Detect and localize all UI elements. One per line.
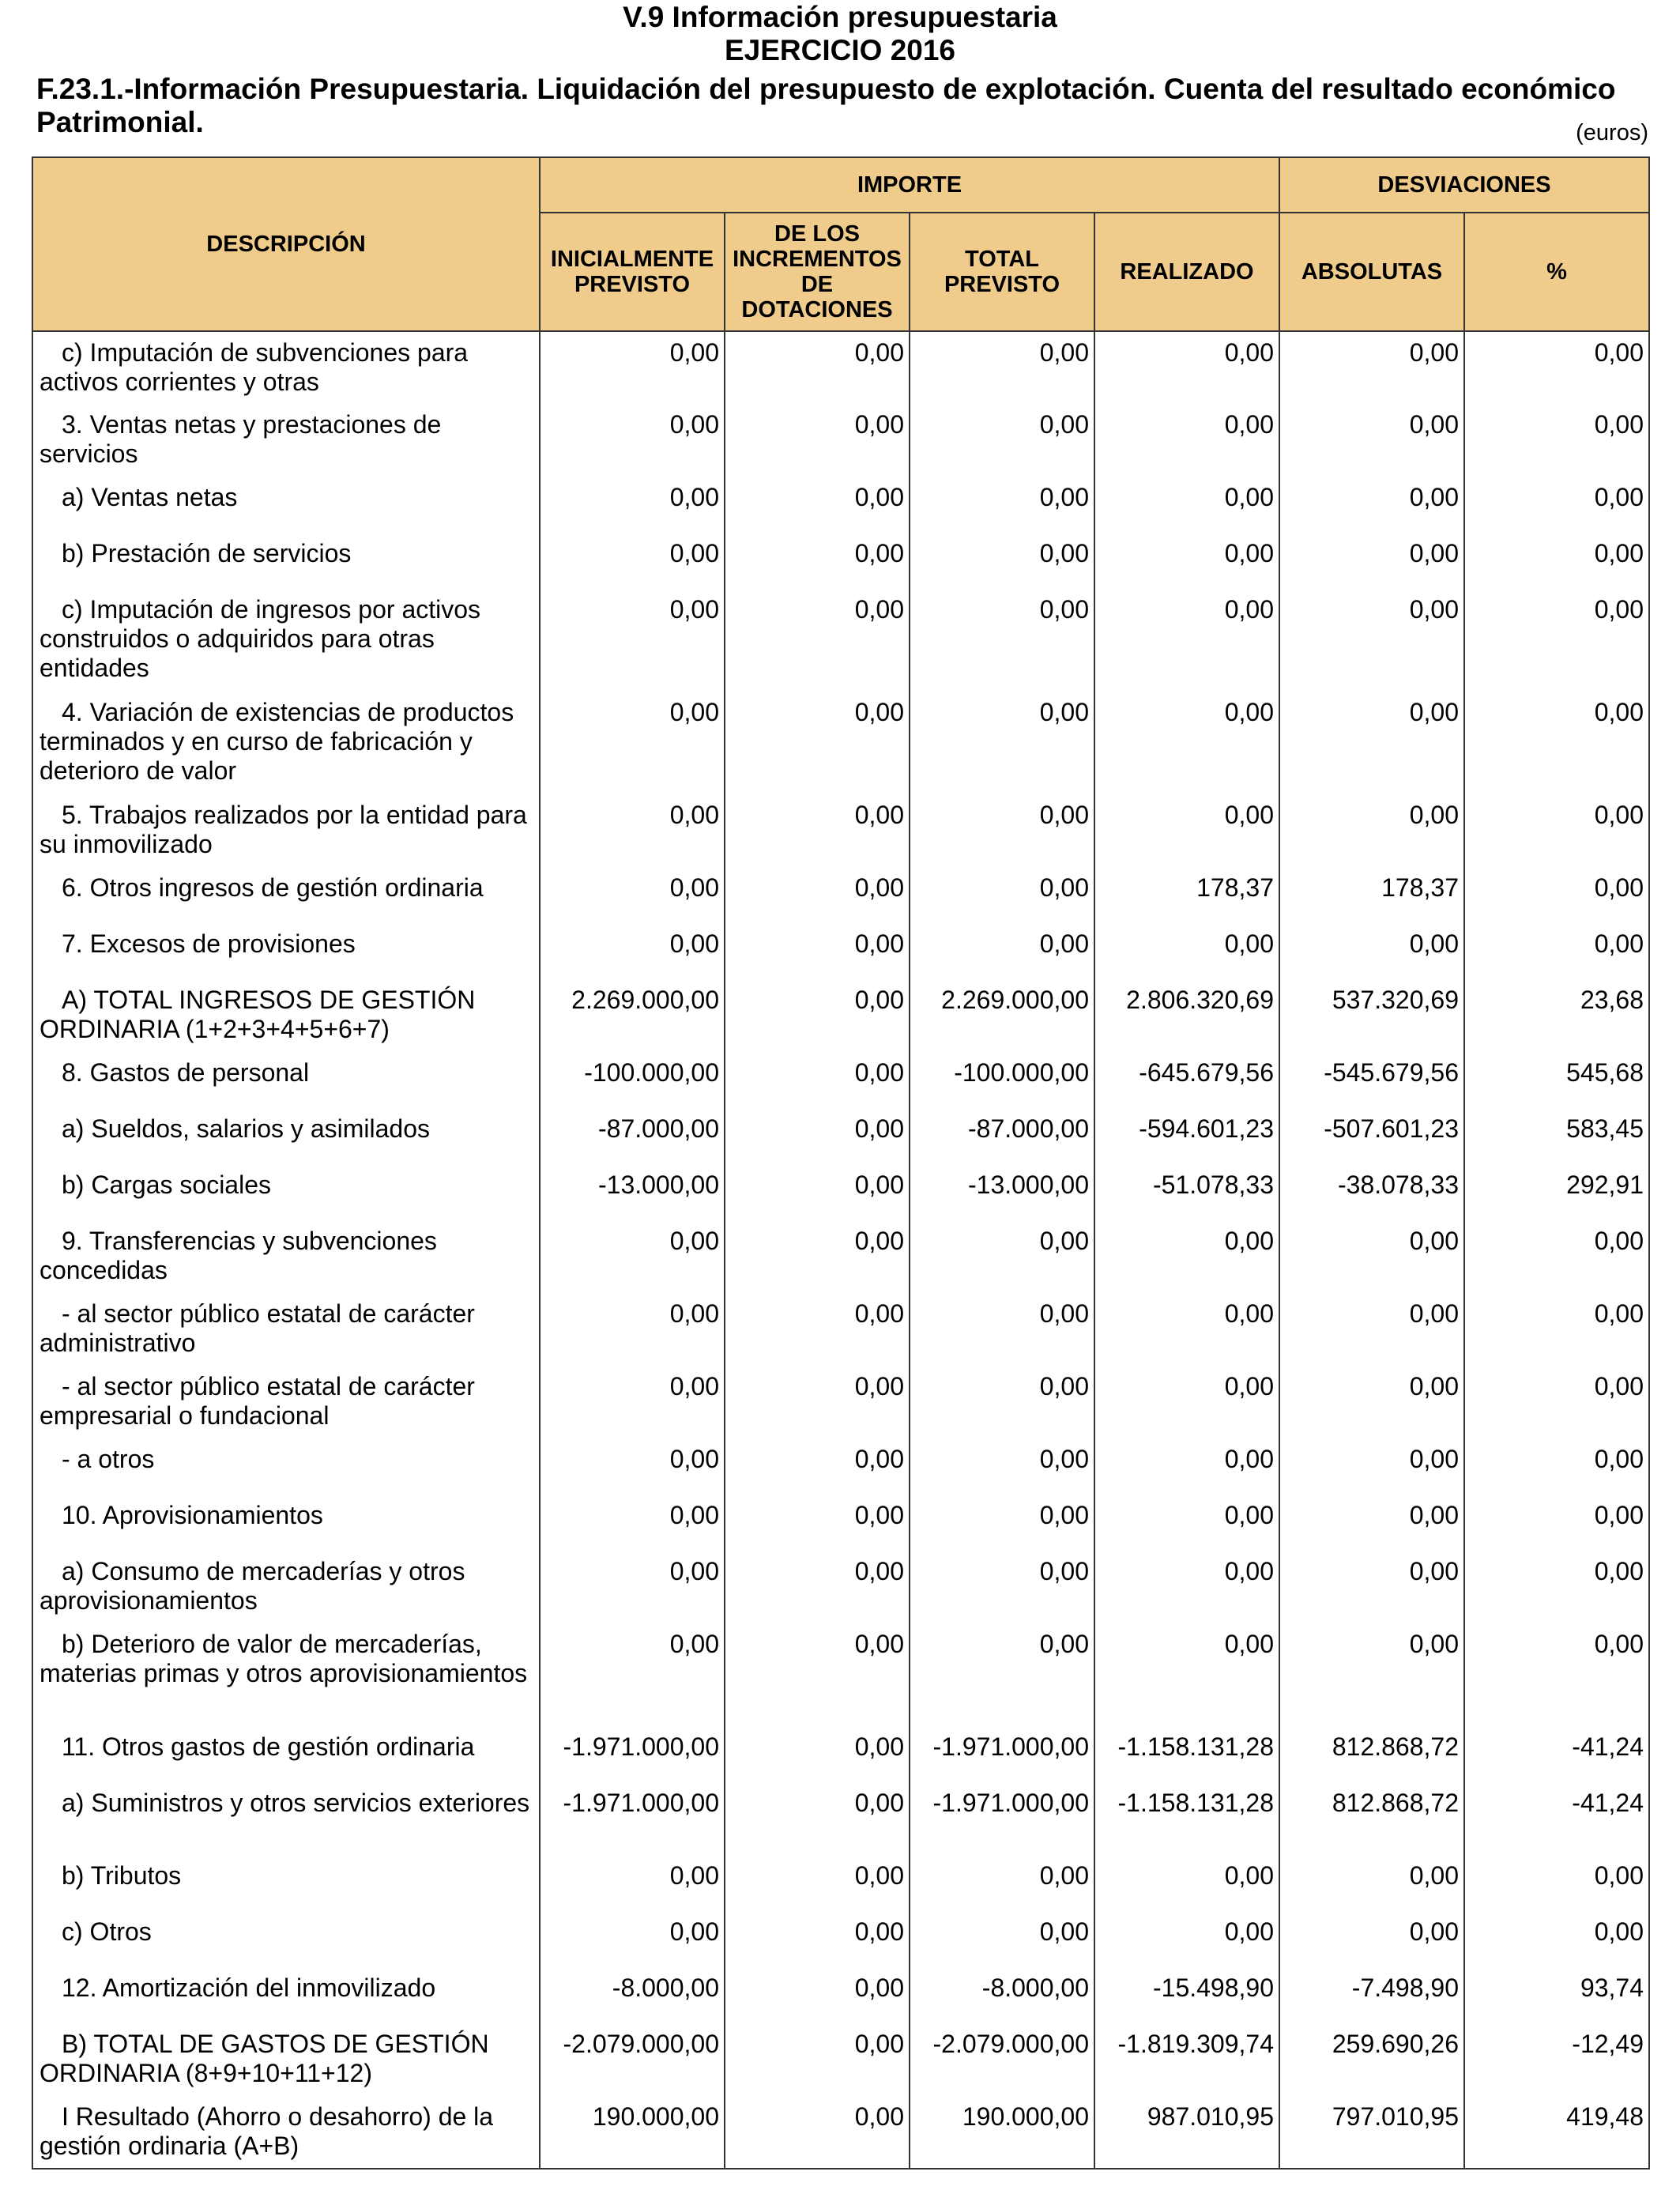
row-value: -51.078,33 [1094, 1164, 1279, 1220]
row-value: 0,00 [1464, 477, 1649, 533]
row-value: 0,00 [1279, 331, 1464, 404]
row-value: 0,00 [1464, 331, 1649, 404]
row-value: 0,00 [540, 1551, 725, 1623]
row-value: 0,00 [1464, 1911, 1649, 1967]
row-value: -100.000,00 [540, 1052, 725, 1108]
row-description: - al sector público estatal de carácter empresarial o fundacional [32, 1366, 540, 1438]
table-row [32, 1108, 1649, 1164]
row-value: 0,00 [725, 1293, 910, 1366]
row-value: 190.000,00 [910, 2096, 1094, 2169]
row-value: 0,00 [725, 533, 910, 589]
row-value: 93,74 [1464, 1967, 1649, 2023]
row-value: 0,00 [910, 1911, 1094, 1967]
table-row [32, 589, 1649, 692]
row-value: 0,00 [540, 923, 725, 979]
row-value: 0,00 [910, 533, 1094, 589]
col-header-incrementos: DE LOS INCREMENTOS DE DOTACIONES [725, 213, 910, 331]
row-description: I Resultado (Ahorro o desahorro) de la gestión ordinaria (A+B) [32, 2096, 540, 2169]
table-row [32, 1438, 1649, 1495]
row-value: -507.601,23 [1279, 1108, 1464, 1164]
row-value: 0,00 [910, 867, 1094, 923]
row-value: -2.079.000,00 [910, 2023, 1094, 2096]
row-value: 0,00 [725, 923, 910, 979]
row-value: 0,00 [1094, 1551, 1279, 1623]
row-value: -8.000,00 [540, 1967, 725, 2023]
row-description: b) Cargas sociales [32, 1164, 540, 1220]
row-description: - al sector público estatal de carácter administrativo [32, 1293, 540, 1366]
row-value: 0,00 [1464, 1855, 1649, 1911]
row-value: 0,00 [1464, 589, 1649, 692]
table-row [32, 1551, 1649, 1623]
row-value: 0,00 [1279, 533, 1464, 589]
row-value: 0,00 [1464, 867, 1649, 923]
row-value: 0,00 [540, 867, 725, 923]
row-value: 2.269.000,00 [910, 979, 1094, 1052]
row-value: 0,00 [910, 331, 1094, 404]
table-row [32, 1366, 1649, 1438]
row-value: 0,00 [1279, 1366, 1464, 1438]
row-value: 0,00 [1094, 1855, 1279, 1911]
row-description: b) Tributos [32, 1855, 540, 1911]
table-row [32, 1782, 1649, 1855]
row-value: 0,00 [725, 867, 910, 923]
row-value: 545,68 [1464, 1052, 1649, 1108]
row-value: 0,00 [1464, 533, 1649, 589]
table-row [32, 477, 1649, 533]
table-row [32, 1911, 1649, 1967]
row-value: -87.000,00 [540, 1108, 725, 1164]
row-description: c) Otros [32, 1911, 540, 1967]
section-title: V.9 Información presupuestaria [623, 1, 1057, 33]
row-value: 0,00 [540, 477, 725, 533]
row-description: 8. Gastos de personal [32, 1052, 540, 1108]
row-value: -12,49 [1464, 2023, 1649, 2096]
row-value: 0,00 [910, 794, 1094, 867]
row-value: 0,00 [725, 404, 910, 477]
row-value: 0,00 [540, 1220, 725, 1293]
row-value: 812.868,72 [1279, 1782, 1464, 1855]
table-row [32, 2023, 1649, 2096]
row-description: b) Prestación de servicios [32, 533, 540, 589]
row-value: 0,00 [725, 1108, 910, 1164]
row-value: 0,00 [1094, 1366, 1279, 1438]
row-value: 0,00 [910, 1293, 1094, 1366]
row-value: 0,00 [910, 477, 1094, 533]
table-row [32, 1293, 1649, 1366]
row-value: 0,00 [725, 331, 910, 404]
row-value: 0,00 [725, 1052, 910, 1108]
row-value: 0,00 [725, 794, 910, 867]
row-value: 0,00 [725, 589, 910, 692]
row-value: -1.971.000,00 [540, 1726, 725, 1782]
row-value: 0,00 [1279, 1438, 1464, 1495]
table-row [32, 1052, 1649, 1108]
row-value: 419,48 [1464, 2096, 1649, 2169]
row-value: 0,00 [910, 1220, 1094, 1293]
row-description: a) Consumo de mercaderías y otros aprovisionamientos [32, 1551, 540, 1623]
row-value: 0,00 [725, 1366, 910, 1438]
row-description: 5. Trabajos realizados por la entidad para su inmovilizado [32, 794, 540, 867]
table-row [32, 404, 1649, 477]
row-value: 0,00 [725, 1967, 910, 2023]
row-value: -8.000,00 [910, 1967, 1094, 2023]
row-description: 3. Ventas netas y prestaciones de servicios [32, 404, 540, 477]
row-value: 0,00 [910, 1551, 1094, 1623]
row-value: 0,00 [1094, 692, 1279, 794]
row-value: -2.079.000,00 [540, 2023, 725, 2096]
row-value: 0,00 [1464, 1366, 1649, 1438]
row-description: 12. Amortización del inmovilizado [32, 1967, 540, 2023]
table-subtitle: F.23.1.-Información Presupuestaria. Liquidación del presupuesto de explotación. Cuenta del resultado económico Patrimonial. [36, 73, 1616, 138]
row-value: -100.000,00 [910, 1052, 1094, 1108]
table-row [32, 979, 1649, 1052]
table-row [32, 1495, 1649, 1551]
table-row [32, 1726, 1649, 1782]
row-value: 0,00 [1094, 794, 1279, 867]
row-value: 0,00 [725, 1438, 910, 1495]
row-value: 0,00 [540, 1623, 725, 1726]
row-value: -41,24 [1464, 1782, 1649, 1855]
row-value: 0,00 [1279, 404, 1464, 477]
row-value: 0,00 [1094, 923, 1279, 979]
row-description: a) Sueldos, salarios y asimilados [32, 1108, 540, 1164]
row-value: -1.819.309,74 [1094, 2023, 1279, 2096]
row-value: 0,00 [725, 2096, 910, 2169]
row-value: 0,00 [910, 1366, 1094, 1438]
row-description: c) Imputación de ingresos por activos construidos o adquiridos para otras entidades [32, 589, 540, 692]
row-value: 0,00 [725, 2023, 910, 2096]
row-value: 178,37 [1279, 867, 1464, 923]
col-header-desviaciones: DESVIACIONES [1279, 157, 1649, 213]
row-value: 0,00 [1094, 1623, 1279, 1726]
row-description: a) Suministros y otros servicios exteriores [32, 1782, 540, 1855]
table-row [32, 794, 1649, 867]
row-value: 0,00 [1464, 1220, 1649, 1293]
row-value: 0,00 [1279, 1855, 1464, 1911]
row-description: 7. Excesos de provisiones [32, 923, 540, 979]
row-value: 0,00 [910, 404, 1094, 477]
row-value: 987.010,95 [1094, 2096, 1279, 2169]
table-row [32, 692, 1649, 794]
row-value: 0,00 [1279, 1551, 1464, 1623]
row-value: 0,00 [1094, 1495, 1279, 1551]
col-header-total-previsto: TOTAL PREVISTO [910, 213, 1094, 331]
row-value: 0,00 [1464, 692, 1649, 794]
row-value: 0,00 [1094, 1438, 1279, 1495]
row-value: 2.269.000,00 [540, 979, 725, 1052]
row-value: 0,00 [540, 794, 725, 867]
col-header-realizado: REALIZADO [1094, 213, 1279, 331]
table-row [32, 2096, 1649, 2169]
row-value: 0,00 [1464, 1623, 1649, 1726]
row-value: 0,00 [540, 404, 725, 477]
row-value: -645.679,56 [1094, 1052, 1279, 1108]
row-value: 2.806.320,69 [1094, 979, 1279, 1052]
row-value: 0,00 [910, 1495, 1094, 1551]
row-value: 0,00 [540, 1293, 725, 1366]
row-value: -1.158.131,28 [1094, 1782, 1279, 1855]
row-value: 0,00 [1279, 1623, 1464, 1726]
row-value: 0,00 [910, 1855, 1094, 1911]
row-value: 0,00 [910, 589, 1094, 692]
row-value: 0,00 [725, 1855, 910, 1911]
row-value: 0,00 [1464, 923, 1649, 979]
row-value: 0,00 [1464, 404, 1649, 477]
row-value: 0,00 [1279, 692, 1464, 794]
row-value: 0,00 [1279, 477, 1464, 533]
table-row [32, 1164, 1649, 1220]
row-value: 0,00 [725, 1726, 910, 1782]
fiscal-year-title: EJERCICIO 2016 [724, 34, 956, 66]
row-value: 0,00 [725, 477, 910, 533]
row-value: 0,00 [725, 1220, 910, 1293]
row-value: 0,00 [540, 1911, 725, 1967]
row-value: 0,00 [1094, 1911, 1279, 1967]
table-row [32, 867, 1649, 923]
row-value: 0,00 [1094, 589, 1279, 692]
row-value: 178,37 [1094, 867, 1279, 923]
row-description: c) Imputación de subvenciones para activos corrientes y otras [32, 331, 540, 404]
table-row [32, 923, 1649, 979]
row-value: 0,00 [725, 1911, 910, 1967]
row-value: 0,00 [1094, 533, 1279, 589]
row-value: 0,00 [1464, 1551, 1649, 1623]
row-description: 11. Otros gastos de gestión ordinaria [32, 1726, 540, 1782]
table-row [32, 1623, 1649, 1726]
row-value: 0,00 [540, 1438, 725, 1495]
row-value: 0,00 [1279, 1911, 1464, 1967]
row-value: 0,00 [1464, 794, 1649, 867]
col-header-absolutas: ABSOLUTAS [1279, 213, 1464, 331]
row-value: 583,45 [1464, 1108, 1649, 1164]
row-value: 0,00 [1094, 477, 1279, 533]
row-description: b) Deterioro de valor de mercaderías, materias primas y otros aprovisionamientos [32, 1623, 540, 1726]
row-value: -545.679,56 [1279, 1052, 1464, 1108]
row-value: 0,00 [910, 1623, 1094, 1726]
row-value: 0,00 [725, 1495, 910, 1551]
row-value: -13.000,00 [540, 1164, 725, 1220]
row-value: 0,00 [1279, 923, 1464, 979]
row-value: -15.498,90 [1094, 1967, 1279, 2023]
row-description: a) Ventas netas [32, 477, 540, 533]
row-value: 0,00 [540, 1855, 725, 1911]
row-value: -41,24 [1464, 1726, 1649, 1782]
row-value: 259.690,26 [1279, 2023, 1464, 2096]
row-description: 9. Transferencias y subvenciones concedidas [32, 1220, 540, 1293]
row-value: 0,00 [725, 1164, 910, 1220]
row-value: 0,00 [1094, 1220, 1279, 1293]
row-value: 0,00 [725, 1551, 910, 1623]
row-value: -1.971.000,00 [540, 1782, 725, 1855]
table-row [32, 1967, 1649, 2023]
row-value: -87.000,00 [910, 1108, 1094, 1164]
row-value: 0,00 [725, 1782, 910, 1855]
row-description: 4. Variación de existencias de productos terminados y en curso de fabricación y deterioro de valor [32, 692, 540, 794]
row-value: 0,00 [540, 589, 725, 692]
row-value: 0,00 [1464, 1495, 1649, 1551]
col-header-importe: IMPORTE [540, 157, 1279, 213]
row-value: -1.971.000,00 [910, 1782, 1094, 1855]
row-value: -7.498,90 [1279, 1967, 1464, 2023]
row-value: 0,00 [725, 979, 910, 1052]
row-value: 23,68 [1464, 979, 1649, 1052]
row-value: 0,00 [1094, 1293, 1279, 1366]
row-value: 0,00 [725, 692, 910, 794]
row-value: 0,00 [910, 1438, 1094, 1495]
row-value: 0,00 [540, 1366, 725, 1438]
row-value: 0,00 [1094, 331, 1279, 404]
row-value: 0,00 [1464, 1293, 1649, 1366]
row-value: 0,00 [1279, 1220, 1464, 1293]
row-description: 10. Aprovisionamientos [32, 1495, 540, 1551]
col-header-percent: % [1464, 213, 1649, 331]
row-value: 0,00 [1279, 794, 1464, 867]
row-value: 537.320,69 [1279, 979, 1464, 1052]
table-row [32, 1220, 1649, 1293]
row-description: A) TOTAL INGRESOS DE GESTIÓN ORDINARIA (1+2+3+4+5+6+7) [32, 979, 540, 1052]
row-description: B) TOTAL DE GASTOS DE GESTIÓN ORDINARIA (8+9+10+11+12) [32, 2023, 540, 2096]
col-header-inicialmente-previsto: INICIALMENTE PREVISTO [540, 213, 725, 331]
row-value: 812.868,72 [1279, 1726, 1464, 1782]
row-value: 0,00 [1279, 589, 1464, 692]
row-value: 0,00 [1279, 1293, 1464, 1366]
row-description: - a otros [32, 1438, 540, 1495]
row-value: 0,00 [910, 923, 1094, 979]
row-value: 0,00 [1464, 1438, 1649, 1495]
row-value: 190.000,00 [540, 2096, 725, 2169]
units-label: (euros) [1576, 120, 1648, 145]
table-row [32, 1855, 1649, 1911]
col-header-descripcion: DESCRIPCIÓN [32, 157, 540, 331]
row-value: 0,00 [540, 692, 725, 794]
table-row [32, 533, 1649, 589]
row-value: 0,00 [910, 692, 1094, 794]
row-value: -1.971.000,00 [910, 1726, 1094, 1782]
row-description: 6. Otros ingresos de gestión ordinaria [32, 867, 540, 923]
row-value: -38.078,33 [1279, 1164, 1464, 1220]
row-value: 0,00 [1094, 404, 1279, 477]
row-value: 797.010,95 [1279, 2096, 1464, 2169]
row-value: 0,00 [1279, 1495, 1464, 1551]
row-value: 292,91 [1464, 1164, 1649, 1220]
row-value: 0,00 [540, 533, 725, 589]
table-row [32, 331, 1649, 404]
row-value: -13.000,00 [910, 1164, 1094, 1220]
row-value: 0,00 [540, 1495, 725, 1551]
budget-table [32, 156, 1650, 2169]
row-value: 0,00 [540, 331, 725, 404]
row-value: -1.158.131,28 [1094, 1726, 1279, 1782]
row-value: 0,00 [725, 1623, 910, 1726]
row-value: -594.601,23 [1094, 1108, 1279, 1164]
